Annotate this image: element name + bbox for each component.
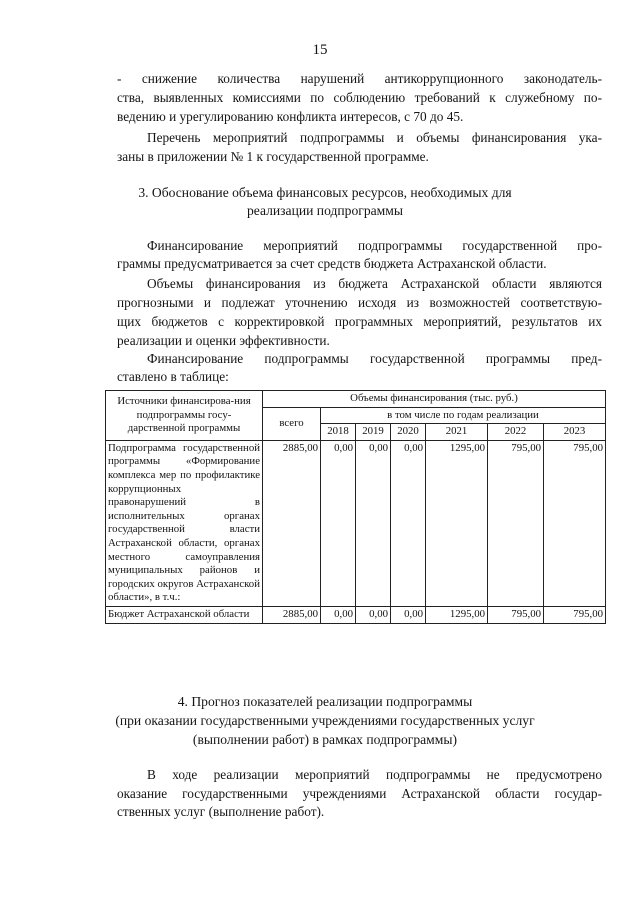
intro-line: заны в приложении № 1 к государственной программе.	[117, 149, 429, 164]
row-value: 1295,00	[426, 440, 488, 606]
section-3-text: прогнозными и подлежат уточнению исходя из возможностей соответствую-	[117, 295, 602, 310]
row-value: 0,00	[321, 606, 356, 623]
header-year: 2022	[488, 424, 544, 441]
intro-line: - снижение количества нарушений антикоррупционного законодатель-	[117, 71, 602, 86]
row-value: 0,00	[391, 440, 426, 606]
section-4-heading: 4. Прогноз показателей реализации подпрограммы	[177, 694, 473, 709]
page-number: 15	[312, 42, 328, 58]
header-total: всего	[263, 407, 321, 440]
header-by-year: в том числе по годам реализации	[321, 407, 606, 424]
section-3-text: Финансирование подпрограммы государственной программы пред-	[147, 351, 602, 366]
financing-table	[105, 390, 606, 624]
intro-line: ведению и урегулированию конфликта интересов, с 70 до 45.	[117, 109, 464, 124]
table-row	[106, 606, 606, 623]
row-value: 795,00	[544, 606, 606, 623]
row-value: 1295,00	[426, 606, 488, 623]
section-4-text: В ходе реализации мероприятий подпрограммы не предусмотрено	[147, 767, 602, 782]
table-row	[106, 440, 606, 606]
header-year: 2021	[426, 424, 488, 441]
row-source: Подпрограмма государственной программы «Формирование комплекса мер по профилактике коррупционных правонарушений в исполнительных органах государственной власти Астраханской области, органах местного самоуправления муниципальных районов и городских округов Астраханской области», в т.ч.:	[106, 440, 263, 606]
header-year: 2020	[391, 424, 426, 441]
row-value: 0,00	[321, 440, 356, 606]
section-3-text: Объемы финансирования из бюджета Астраханской области являются	[147, 276, 602, 291]
section-3-text: реализации и оценки эффективности.	[117, 333, 330, 348]
section-3-heading: 3. Обоснование объема финансовых ресурсов, необходимых для	[138, 185, 512, 200]
header-year: 2018	[321, 424, 356, 441]
row-total: 2885,00	[263, 606, 321, 623]
section-4-text: ственных услуг (выполнение работ).	[117, 804, 325, 819]
section-3-text: щих бюджетов с корректировкой программных мероприятий, результатов их	[117, 314, 602, 329]
row-value: 795,00	[544, 440, 606, 606]
section-4-heading: (выполнении работ) в рамках подпрограммы)	[192, 732, 458, 747]
row-value: 795,00	[488, 606, 544, 623]
row-source: Бюджет Астраханской области	[106, 606, 263, 623]
header-year: 2019	[356, 424, 391, 441]
row-value: 795,00	[488, 440, 544, 606]
section-3-heading: реализации подпрограммы	[246, 203, 404, 218]
section-4-heading: (при оказании государственными учреждениями государственных услуг	[115, 713, 535, 728]
header-year: 2023	[544, 424, 606, 441]
row-value: 0,00	[356, 440, 391, 606]
section-4-text: оказание государственными учреждениями Астраханской области государ-	[117, 786, 602, 801]
intro-line: Перечень мероприятий подпрограммы и объемы финансирования ука-	[147, 130, 602, 145]
intro-line: ства, выявленных комиссиями по соблюдению требований к служебному по-	[117, 90, 602, 105]
row-total: 2885,00	[263, 440, 321, 606]
section-3-text: ставлено в таблице:	[117, 369, 229, 384]
header-volumes: Объемы финансирования (тыс. руб.)	[263, 391, 606, 408]
section-3-text: граммы предусматривается за счет средств бюджета Астраханской области.	[117, 256, 547, 271]
header-source: Источники финансирова-ния подпрограммы госу-дарственной программы	[106, 391, 263, 441]
row-value: 0,00	[391, 606, 426, 623]
section-3-text: Финансирование мероприятий подпрограммы государственной про-	[147, 238, 602, 253]
row-value: 0,00	[356, 606, 391, 623]
